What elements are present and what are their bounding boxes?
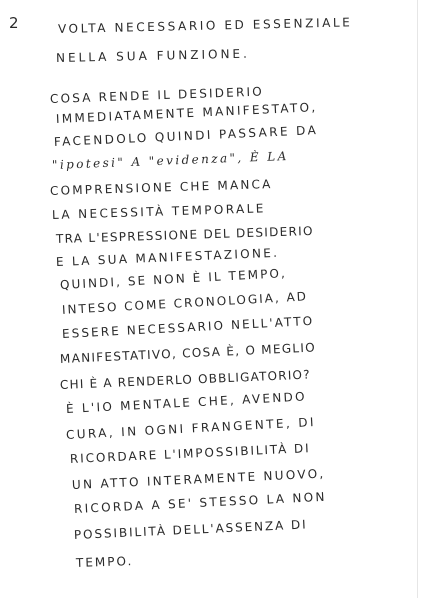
text-line-19: UN ATTO INTERAMENTE NUOVO,: [71, 466, 326, 492]
text-line-2: NELLA SUA FUNZIONE.: [55, 46, 251, 65]
text-line-15: CHI È A RENDERLO OBBLIGATORIO?: [59, 367, 312, 392]
page-number: 2: [9, 14, 20, 32]
text-line-16: È L'IO MENTALE CHE, AVENDO: [65, 389, 308, 416]
text-line-12: INTESO COME CRONOLOGIA, AD: [61, 289, 309, 317]
text-line-20: RICORDA A SE' STESSO LA NON: [73, 489, 327, 516]
text-line-4: IMMEDIATAMENTE MANIFESTATO,: [55, 100, 318, 126]
text-line-18: RICORDARE L'IMPOSSIBILITÀ DI: [69, 441, 311, 466]
text-line-10: E LA SUA MANIFESTAZIONE.: [55, 245, 280, 269]
text-line-8: LA NECESSITÀ TEMPORALE: [51, 201, 266, 222]
text-line-3: COSA RENDE IL DESIDERIO: [49, 84, 265, 106]
text-line-6: "ipotesi" A "evidenza", È LA: [51, 148, 289, 172]
text-line-14: MANIFESTATIVO, COSA È, O MEGLIO: [59, 340, 317, 366]
text-line-5: FACENDOLO QUINDI PASSARE DA: [53, 123, 319, 149]
text-line-17: CURA, IN OGNI FRANGENTE, DI: [65, 414, 317, 442]
text-line-1: VOLTA NECESSARIO ED ESSENZIALE: [57, 15, 353, 36]
text-line-22: TEMPO.: [75, 554, 134, 570]
text-line-9: TRA L'ESPRESSIONE DEL DESIDERIO: [55, 223, 314, 246]
text-line-13: ESSERE NECESSARIO NELL'ATTO: [61, 313, 315, 341]
text-line-11: QUINDI, SE NON È IL TEMPO,: [59, 266, 288, 292]
text-line-21: POSSIBILITÀ DELL'ASSENZA DI: [73, 517, 308, 542]
page-edge: [417, 0, 418, 598]
text-line-7: COMPRENSIONE CHE MANCA: [49, 177, 273, 198]
